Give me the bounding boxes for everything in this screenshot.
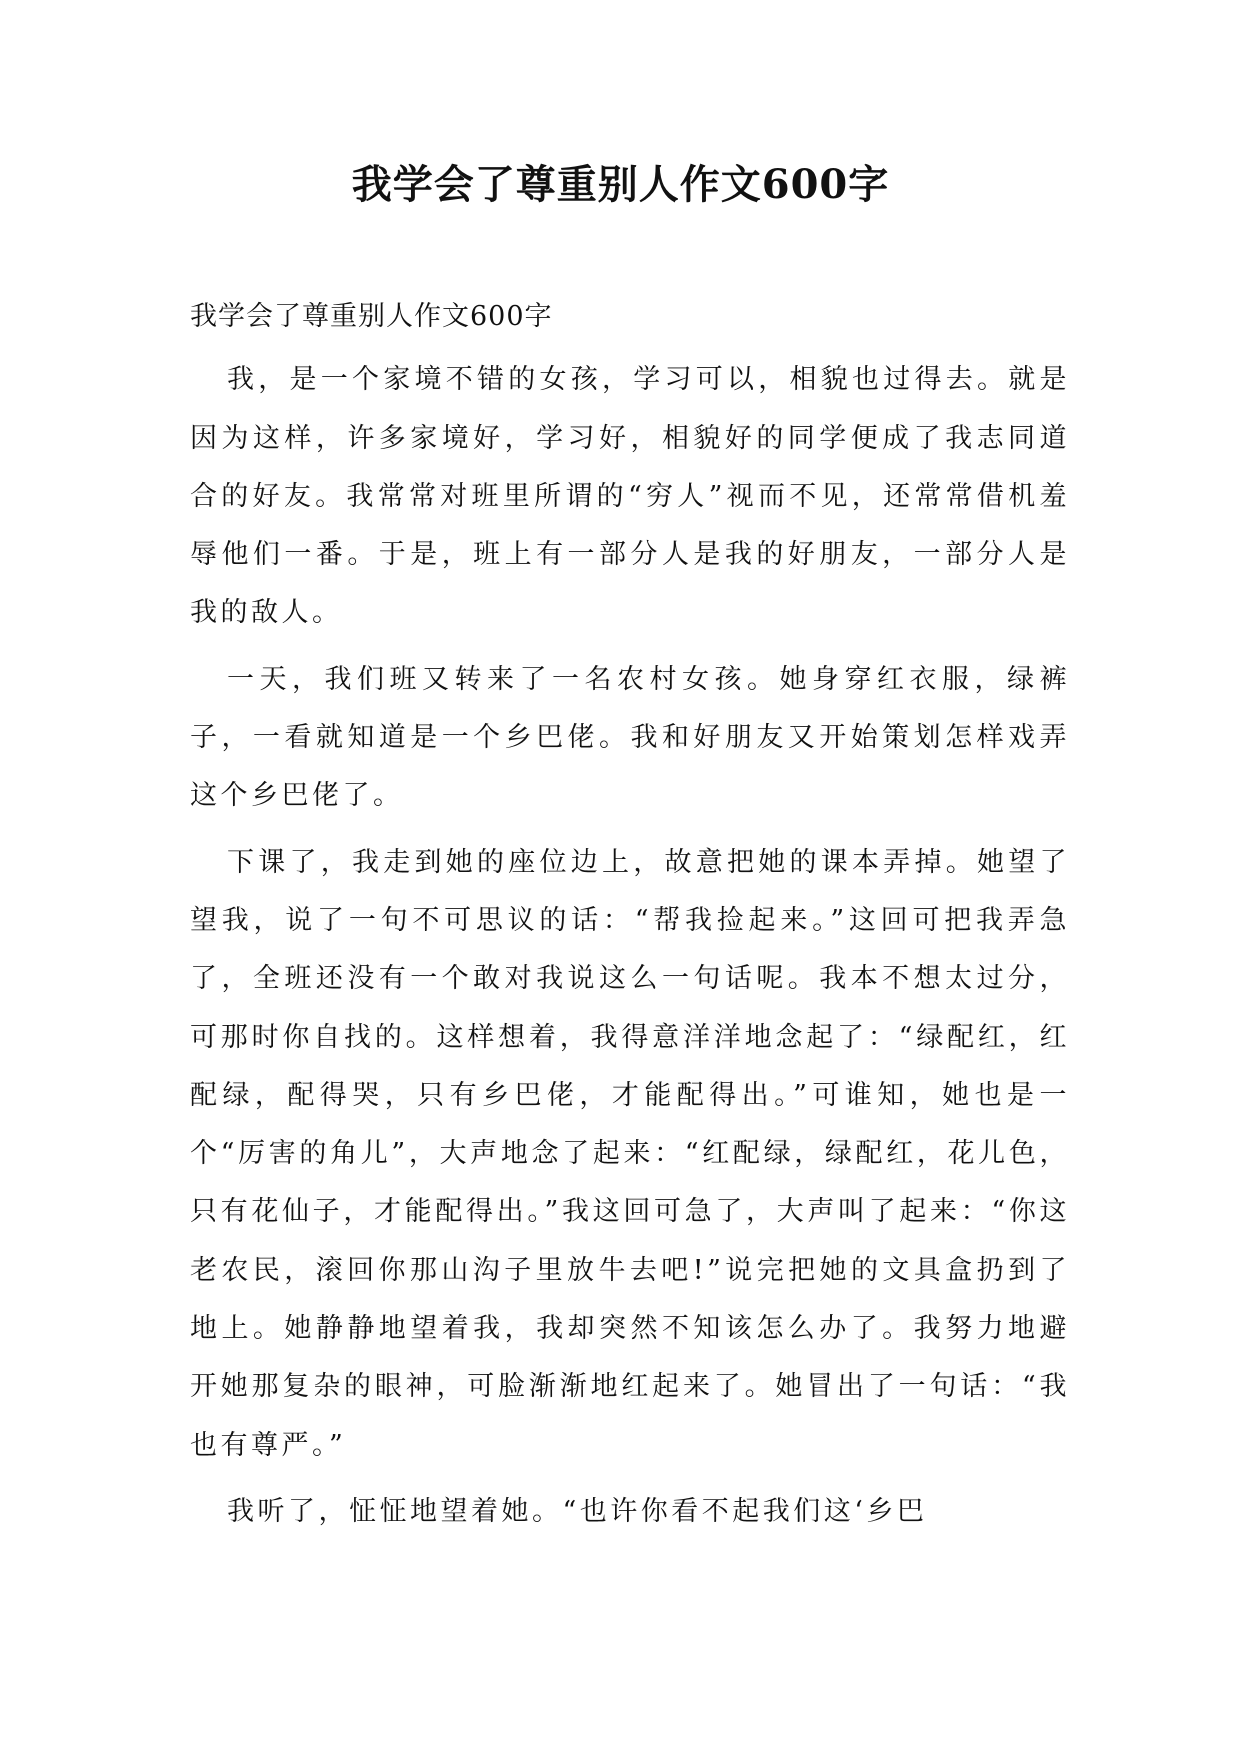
document-body: [190, 288, 1070, 1549]
paragraph: 一天，我们班又转来了一名农村女孩。她身穿红衣服，绿裤子，一看就知道是一个乡巴佬。我和好朋友又开始策划怎样戏弄这个乡巴佬了。: [190, 663, 1070, 812]
paragraph: 我听了，怔怔地望着她。“也许你看不起我们这‘乡巴: [227, 1495, 928, 1527]
document-title: 我学会了尊重别人作文600字: [351, 161, 890, 208]
paragraph: 我，是一个家境不错的女孩，学习可以，相貌也过得去。就是因为这样，许多家境好，学习好，相貌好的同学便成了我志同道合的好友。我常常对班里所谓的“穷人”视而不见，还常常借机羞辱他们一番。于是，班上有一部分人是我的好朋友，一部分人是我的敌人。: [190, 364, 1070, 629]
document-subtitle: 我学会了尊重别人作文600字: [190, 301, 553, 332]
paragraph: 下课了，我走到她的座位边上，故意把她的课本弄掉。她望了望我，说了一句不可思议的话：“帮我捡起来。”这回可把我弄急了，全班还没有一个敢对我说这么一句话呢。我本不想太过分，可那时你自找的。这样想着，我得意洋洋地念起了：“绿配红，红配绿，配得哭，只有乡巴佬，才能配得出。”可谁知，她也是一个“厉害的角儿”，大声地念了起来：“红配绿，绿配红，花儿色，只有花仙子，才能配得出。”我这回可急了，大声叫了起来：“你这老农民，滚回你那山沟子里放牛去吧!”说完把她的文具盒扔到了地上。她静静地望着我，我却突然不知该怎么办了。我努力地避开她那复杂的眼神，可脸渐渐地红起来了。她冒出了一句话：“我也有尊严。”: [190, 846, 1070, 1461]
